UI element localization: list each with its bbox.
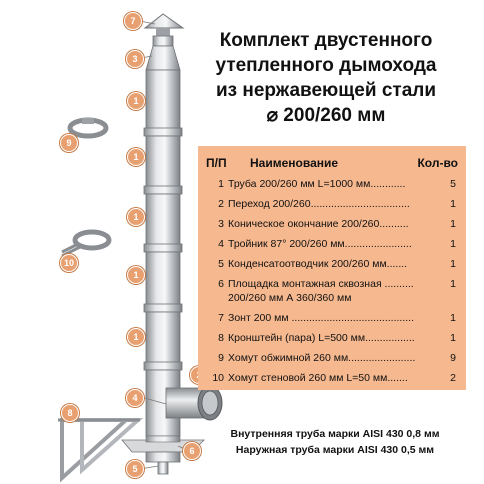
badge-umbrella: 7 [124, 12, 142, 30]
row-name: Кронштейн (пара) L=500 мм................. [228, 332, 415, 344]
row-qty: 1 [450, 198, 456, 210]
row-name: Зонт 200 мм .......................................... [228, 312, 415, 324]
row-name: Коническое окончание 200/260.......... [228, 218, 409, 230]
pipe-segments [144, 70, 182, 370]
row-qty: 1 [450, 312, 456, 324]
row-qty: 2 [450, 372, 456, 384]
umbrella-cap [145, 14, 183, 36]
spec-table [198, 146, 466, 390]
row-name: Конденсатоотводчик 200/260 мм....... [228, 258, 408, 270]
inner-pipe-note: Внутренняя труба марки AISI 430 0,8 мм [230, 428, 440, 440]
crimp-clamp [70, 118, 106, 136]
row-number: 9 [218, 352, 224, 364]
wall-clamp [62, 232, 109, 256]
title-line-4: ⌀ 200/260 мм [266, 105, 386, 126]
column-header-number: П/П [206, 156, 227, 170]
row-name: Тройник 87° 200/260 мм....................... [228, 238, 412, 250]
row-qty: 1 [450, 238, 456, 250]
badge-wall-clamp: 10 [60, 254, 78, 272]
row-name: Площадка монтажная сквозная .......... [228, 278, 414, 290]
row-name: Труба 200/260 мм L=1000 мм............ [228, 178, 406, 190]
row-number: 10 [212, 372, 224, 384]
badge-pipe-4: 1 [127, 266, 145, 284]
badge-brackets: 8 [61, 404, 79, 422]
title-line-1: Комплект двустенного [219, 30, 433, 51]
badge-platform: 6 [183, 442, 201, 460]
row-qty: 1 [450, 218, 456, 230]
row-name: 200/260 мм А 360/360 мм [228, 292, 352, 304]
row-qty: 5 [450, 178, 456, 190]
badge-pipe-2: 1 [127, 148, 145, 166]
row-number: 1 [218, 178, 224, 190]
title-line-3: из нержавеющей стали [215, 80, 437, 101]
outer-pipe-note: Наружная труба марки AISI 430 0,5 мм [235, 444, 435, 456]
row-name: Хомут стеновой 260 мм L=50 мм....... [228, 372, 408, 384]
cone-end [146, 36, 180, 70]
badge-cone-end: 3 [126, 50, 144, 68]
row-number: 6 [218, 278, 224, 290]
badge-pipe-3: 1 [127, 208, 145, 226]
badge-pipe-1: 1 [127, 92, 145, 110]
badge-condensate: 5 [126, 460, 144, 478]
row-number: 7 [218, 312, 224, 324]
row-number: 2 [218, 198, 224, 210]
row-qty: 1 [450, 278, 456, 290]
condensate-drain [146, 452, 180, 474]
row-name: Хомут обжимной 260 мм....................... [228, 352, 416, 364]
badge-pipe-5: 1 [127, 328, 145, 346]
column-header-name: Наименование [250, 156, 339, 170]
row-qty: 1 [450, 258, 456, 270]
page-title [196, 28, 456, 128]
column-header-qty: Кол-во [417, 156, 458, 170]
row-number: 4 [218, 238, 224, 250]
row-number: 8 [218, 332, 224, 344]
row-qty: 1 [450, 332, 456, 344]
row-number: 3 [218, 218, 224, 230]
badge-tee: 4 [126, 389, 144, 407]
badge-crimp-clamp: 9 [60, 134, 78, 152]
row-name: Переход 200/260.................................. [228, 198, 410, 210]
row-number: 5 [218, 258, 224, 270]
title-line-2: утепленного дымохода [215, 55, 437, 76]
row-qty: 9 [450, 352, 456, 364]
